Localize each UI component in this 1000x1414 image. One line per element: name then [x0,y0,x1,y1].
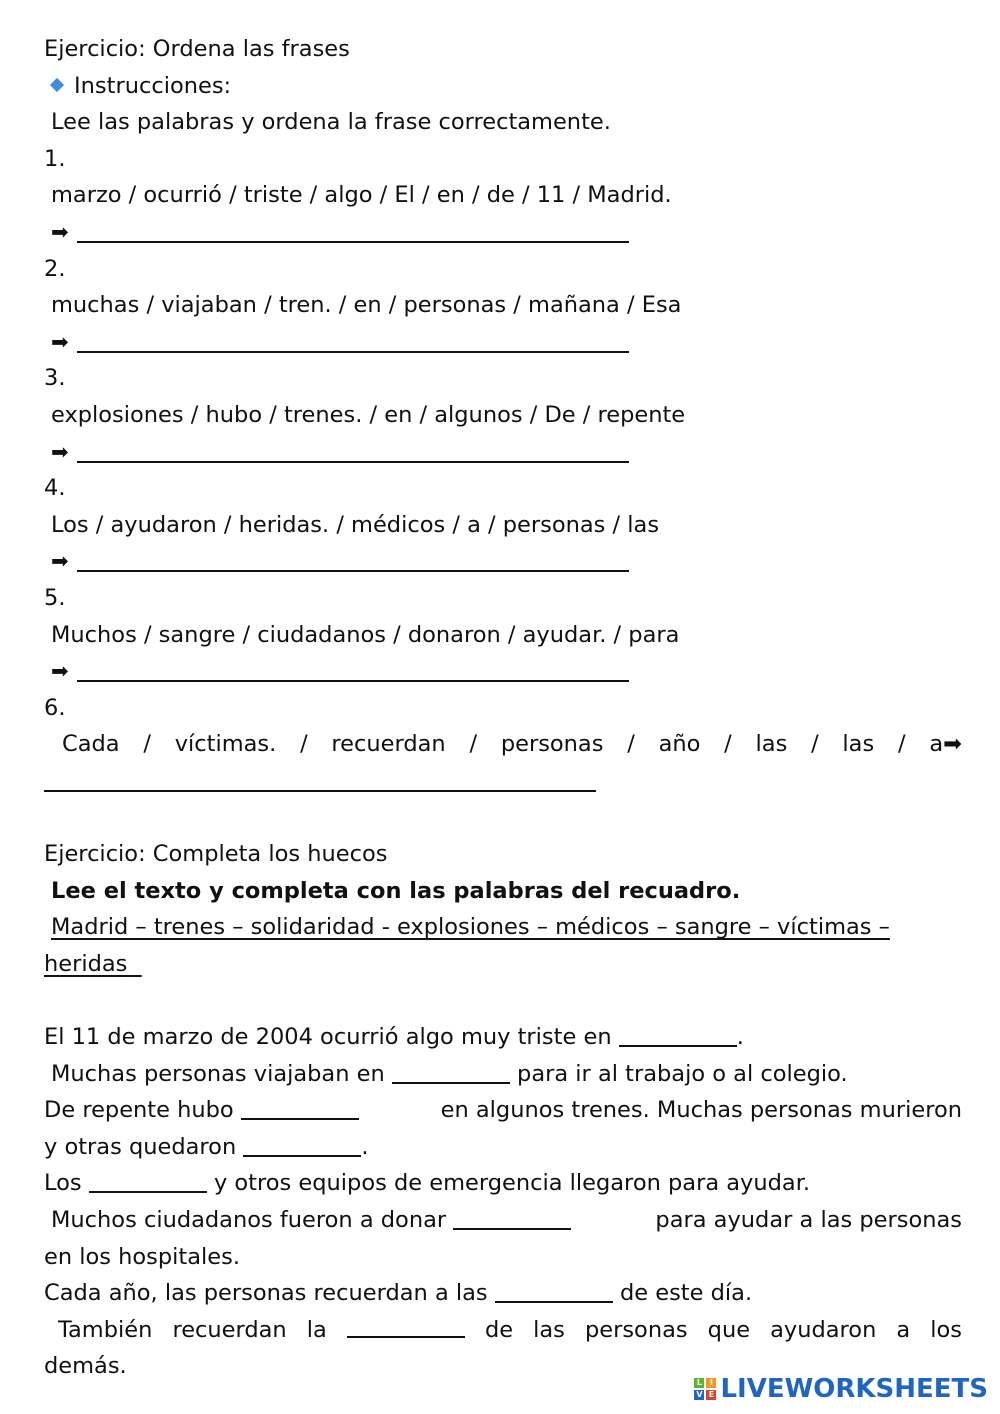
item-words: marzo / ocurrió / triste / algo / El / en / de / 11 / Madrid. [51,182,672,209]
word-token: año [658,731,701,758]
answer-row [44,653,962,690]
gap-blank[interactable] [241,1094,359,1120]
word-token: / [627,731,635,758]
item-number: 1. [44,145,66,172]
gap-blank[interactable] [347,1312,465,1338]
word-token: / [811,731,819,758]
exercise2-title: Ejercicio: Completa los huecos [44,841,388,868]
word-token: / [897,731,906,758]
answer-blank[interactable] [77,325,629,353]
text-fragment: para ayudar a las personas [655,1207,962,1233]
item-number: 5. [44,584,66,611]
text-fragment: Los [44,1170,82,1197]
item-words: explosiones / hubo / trenes. / en / algunos / De / repente [51,401,686,428]
item-number: 3. [44,365,66,392]
gap-blank[interactable] [89,1167,207,1193]
gap-blank[interactable] [619,1021,737,1047]
word-token: Cada [62,731,120,758]
word-bank-last-word: heridas [44,950,128,977]
word-token: / [469,731,478,758]
text-line [44,1165,962,1202]
item-words: Los / ayudaron / heridas. / médicos / a / personas / las [51,511,660,538]
gap-blank[interactable] [392,1058,510,1084]
text-word: la [306,1316,327,1343]
word-bank: Madrid – trenes – solidaridad - explosiones – médicos – sangre – víctimas – [51,914,890,941]
text-fragment: Muchas personas viajaban en [51,1060,385,1087]
word-token: personas [500,731,604,758]
text-word: a [896,1316,911,1343]
word-token: a➡ [929,731,962,758]
answer-row [44,763,962,800]
text-word: de [484,1316,514,1343]
logo-mark-icon [694,1378,716,1400]
text-fragment: . [736,1024,744,1051]
text-word: los [930,1316,962,1343]
arrow-right-icon: ➡ [51,659,69,684]
logo-letter: I [706,1378,716,1388]
text-fragment: De repente hubo [44,1097,234,1124]
text-line [44,1129,962,1166]
word-token: / [724,731,732,758]
instructions-label: Instrucciones: [74,72,232,99]
word-token: las [842,731,875,758]
logo-letter: V [696,1390,703,1399]
word-token: / [143,731,151,758]
gap-blank[interactable] [453,1204,571,1230]
text-line [44,1056,962,1093]
text-word: personas [584,1316,688,1343]
brand-name: LIVEWORKSHEETS [720,1374,988,1404]
item-number: 4. [44,475,66,502]
arrow-right-icon: ➡ [51,329,69,354]
item6-words [44,726,962,763]
text-line: en los hospitales. [44,1243,241,1270]
logo-letter: E [706,1390,716,1400]
text-word: que [707,1316,751,1343]
spacer [44,799,962,836]
worksheet-page [44,31,962,1385]
word-token: recuerdan [331,731,446,758]
answer-blank[interactable] [77,654,629,682]
liveworksheets-logo [694,1374,988,1404]
answer-blank[interactable] [77,435,629,463]
arrow-right-icon: ➡ [51,439,69,464]
answer-blank[interactable] [77,215,629,243]
word-token: las [755,731,788,758]
text-fragment: y otros equipos de emergencia llegaron para ayudar. [213,1170,811,1197]
answer-blank[interactable] [44,764,596,792]
instructions-heading [44,68,962,105]
item-number: 6. [44,694,66,721]
text-line [44,1202,962,1239]
item-words: muchas / viajaban / tren. / en / personas / mañana / Esa [51,292,682,319]
answer-row [44,434,962,471]
text-fragment: de este día. [619,1280,753,1307]
word-token: víctimas. [174,731,277,758]
text-word: recuerdan [172,1316,287,1343]
spacer [44,982,962,1019]
text-fragment: y otras quedaron [44,1133,237,1160]
text-fragment-group [44,1092,359,1129]
gap-blank[interactable] [243,1131,361,1157]
text-line [44,1275,962,1312]
text-fragment: Muchos ciudadanos fueron a donar [51,1207,447,1233]
instructions-text: Lee las palabras y ordena la frase correctamente. [51,109,611,136]
arrow-right-icon: ➡ [51,219,69,244]
word-token: / [300,731,308,758]
gap-blank[interactable] [495,1277,613,1303]
text-line [44,1092,962,1129]
text-fragment: en algunos trenes. Muchas personas murieron [440,1097,962,1124]
item-number: 2. [44,255,66,282]
exercise2-instruction: Lee el texto y completa con las palabras del recuadro. [51,877,741,904]
logo-letter: L [694,1378,704,1388]
text-fragment: El 11 de marzo de 2004 ocurrió algo muy triste en [44,1024,612,1051]
item-words: Muchos / sangre / ciudadanos / donaron / ayudar. / para [51,621,680,648]
arrow-right-icon: ➡ [51,549,69,574]
text-line: demás. [44,1353,127,1380]
text-fragment-group [51,1202,571,1239]
text-word: También [58,1316,153,1343]
text-word: las [533,1316,565,1343]
exercise1-title: Ejercicio: Ordena las frases [44,36,350,62]
answer-blank[interactable] [77,544,629,572]
answer-row [44,543,962,580]
text-fragment: . [361,1133,369,1160]
answer-row [44,214,962,251]
diamond-bullet-icon [50,78,64,92]
text-fragment: Cada año, las personas recuerdan a las [44,1280,488,1307]
text-line [44,1019,962,1056]
word-bank-continued [44,946,962,983]
text-word: ayudaron [770,1316,877,1343]
answer-row [44,324,962,361]
text-line [44,1312,962,1349]
text-fragment: para ir al trabajo o al colegio. [517,1060,848,1087]
